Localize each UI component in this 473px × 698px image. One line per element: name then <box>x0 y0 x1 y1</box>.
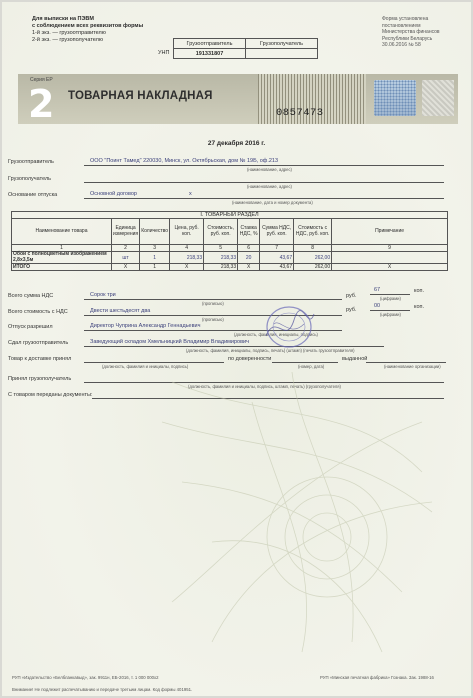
shipper-caption: (наименование, адрес) <box>247 167 292 172</box>
col-header-qty: Количество <box>140 219 170 245</box>
col-num: 6 <box>238 245 260 252</box>
guilloche-watermark <box>152 362 442 662</box>
header-note-1: Для выписки на ПЭВМ <box>32 16 94 22</box>
cell-note <box>332 252 448 264</box>
docs-label: С товаром переданы документы: <box>8 392 93 398</box>
col-num: 3 <box>140 245 170 252</box>
total-unit: X <box>112 264 140 271</box>
total-cost: 218,33 <box>204 264 238 271</box>
table-row <box>12 252 448 264</box>
col-header-total: Стоимость с НДС, руб. коп. <box>294 219 332 245</box>
total-written-caption: (прописью) <box>202 317 224 322</box>
cell-qty: 1 <box>140 252 170 264</box>
unp-consignee-header: Грузополучатель <box>246 39 318 49</box>
basis-mark: x <box>189 191 192 197</box>
form-number: 0857473 <box>276 107 324 119</box>
document-date: 27 декабря 2016 г. <box>207 140 266 147</box>
shipper-label: Грузоотправитель <box>8 159 54 165</box>
release-caption: (должность, фамилия, инициалы, подпись) <box>234 332 318 337</box>
total-with-vat-label: Всего стоимость с НДС <box>8 309 68 315</box>
col-num: 5 <box>204 245 238 252</box>
release-value: Директор Чуприна Александр Геннадьевич <box>90 323 201 329</box>
col-header-cost: Стоимость, руб. коп. <box>204 219 238 245</box>
total-with-vat: 262,00 <box>294 264 332 271</box>
total-qty: 1 <box>140 264 170 271</box>
header-note-2: с соблюдением всех реквизитов формы <box>32 23 144 29</box>
col-header-vat-sum: Сумма НДС, руб. коп. <box>260 219 294 245</box>
total-kop-value: 00 <box>374 303 381 309</box>
footer-warning: Внимание! Не подлежит распечатыванию и передаче третьим лицам. Код формы 401951. <box>12 687 193 692</box>
accepted-label: Принял грузополучатель <box>8 376 72 382</box>
unp-label: УНП <box>158 50 170 56</box>
cell-total: 262,00 <box>294 252 332 264</box>
total-rub-label: руб. <box>346 307 357 313</box>
header-notes <box>32 16 152 44</box>
header-note-3: 1-й экз. — грузоотправителю <box>32 30 106 36</box>
form-banner <box>18 74 458 124</box>
col-num: 1 <box>12 245 112 252</box>
cell-vat-sum: 43,67 <box>260 252 294 264</box>
form-ref-line-5: 30.06.2016 № 58 <box>382 42 421 48</box>
basis-line <box>84 198 444 199</box>
col-num: 4 <box>170 245 204 252</box>
form-ref-line-1: Форма установлена <box>382 16 429 22</box>
issued-label: выданной <box>342 356 368 362</box>
basis-label: Основание отпуска <box>8 192 58 198</box>
form-ref-line-3: Министерства финансов <box>382 29 440 35</box>
company-stamp <box>260 302 318 352</box>
accepted-caption: (должность, фамилия и инициалы, подпись, штамп, печать) (грузополучателя) <box>188 384 341 389</box>
goods-section-title: I. ТОВАРНЫЙ РАЗДЕЛ <box>11 211 448 219</box>
handed-value: Заведующий складом Хмельницкий Владимир Владимирович <box>90 339 249 345</box>
col-header-price: Цена, руб. коп. <box>170 219 204 245</box>
cell-vat-rate: 20 <box>238 252 260 264</box>
col-num: 9 <box>332 245 448 252</box>
security-pattern <box>422 80 454 116</box>
table-total-row <box>12 264 448 271</box>
shipper-value: ООО "Поинт Тамед" 220030, Минск, ул. Октябрьская, дом № 19Б, оф.213 <box>90 158 279 164</box>
form-ref-line-4: Республики Беларусь <box>382 35 433 42</box>
consignee-caption: (наименование, адрес) <box>247 184 292 189</box>
consignee-label: Грузополучатель <box>8 176 52 182</box>
form-ref-line-2: постановлением <box>382 22 421 29</box>
col-header-note: Примечание <box>332 219 448 245</box>
vat-sum-label: Всего сумма НДС <box>8 293 54 299</box>
release-label: Отпуск разрешил <box>8 324 53 330</box>
total-digits-caption: (цифрами) <box>380 312 401 317</box>
vat-written-caption: (прописью) <box>202 301 224 306</box>
form-reference <box>382 16 462 49</box>
col-header-name: Наименование товара <box>12 219 112 245</box>
basis-caption: (наименование, дата и номер документа) <box>232 200 313 205</box>
form-series: Серия ЕР <box>30 77 53 83</box>
vat-kop-label: коп. <box>414 288 425 294</box>
vat-kop-line <box>370 294 410 295</box>
header-note-4: 2-й экз. — грузополучателю <box>32 37 103 43</box>
goods-accepted-label: Товар к доставке принял <box>8 356 72 362</box>
goods-table <box>11 218 448 271</box>
vat-digits-caption: (цифрами) <box>380 296 401 301</box>
col-num: 2 <box>112 245 140 252</box>
col-num: 8 <box>294 245 332 252</box>
footer-printer: РУП «Минская печатная фабрика» Гознака. Зак. 1988-16 <box>320 675 434 680</box>
total-note: X <box>332 264 448 271</box>
unp-consignee-value <box>246 49 318 59</box>
cell-product-name: Обои с полноцветным изображением 2,8х3,5м <box>12 252 112 264</box>
proxy-caption: (номер, дата) <box>298 364 325 369</box>
total-kop-label: коп. <box>414 304 425 310</box>
handed-label: Сдал грузоотправитель <box>8 340 69 346</box>
col-header-unit: Единица измерения <box>112 219 140 245</box>
org-caption: (наименование организации) <box>384 364 441 369</box>
document-page <box>2 2 471 696</box>
basis-value: Основной договор <box>90 191 137 197</box>
unp-shipper-header: Грузоотправитель <box>174 39 246 49</box>
col-header-vat-rate: Ставка НДС, % <box>238 219 260 245</box>
proxy-label: по доверенности <box>228 356 272 362</box>
unp-table <box>173 38 323 62</box>
total-kop-line <box>370 310 410 311</box>
col-num: 7 <box>260 245 294 252</box>
document-title: ТОВАРНАЯ НАКЛАДНАЯ <box>68 90 213 102</box>
cell-price: 218,33 <box>170 252 204 264</box>
vat-sum-line <box>84 299 342 300</box>
cell-cost: 218,33 <box>204 252 238 264</box>
vat-kop-value: 67 <box>374 287 381 293</box>
shipper-line <box>84 165 444 166</box>
cell-unit: шт <box>112 252 140 264</box>
handed-line <box>84 346 384 347</box>
total-price: X <box>170 264 204 271</box>
goods-table-header <box>12 219 448 245</box>
unp-shipper-value: 191331807 <box>174 49 246 59</box>
footer-publisher: РУП «Издательство «Белбланкавыд», зак. 9911н, ЕБ-2016, т. 1 000 000х2 <box>12 675 159 680</box>
security-hologram <box>374 80 416 116</box>
consignee-line <box>84 182 444 183</box>
handed-caption: (должность, фамилия, инициалы, подпись, печать) (штамп) (печать грузоотправителя) <box>186 348 355 353</box>
total-vat-rate: X <box>238 264 260 271</box>
total-label: ИТОГО <box>12 264 112 271</box>
copy-number: 2 <box>28 82 55 126</box>
total-with-vat-value: Двести шестьдесят два <box>90 308 151 314</box>
vat-rub-label: руб. <box>346 293 357 299</box>
vat-sum-value: Сорок три <box>90 292 116 298</box>
goods-accepted-caption: (должность, фамилия и инициалы, подпись) <box>102 364 189 369</box>
total-vat-sum: 43,67 <box>260 264 294 271</box>
